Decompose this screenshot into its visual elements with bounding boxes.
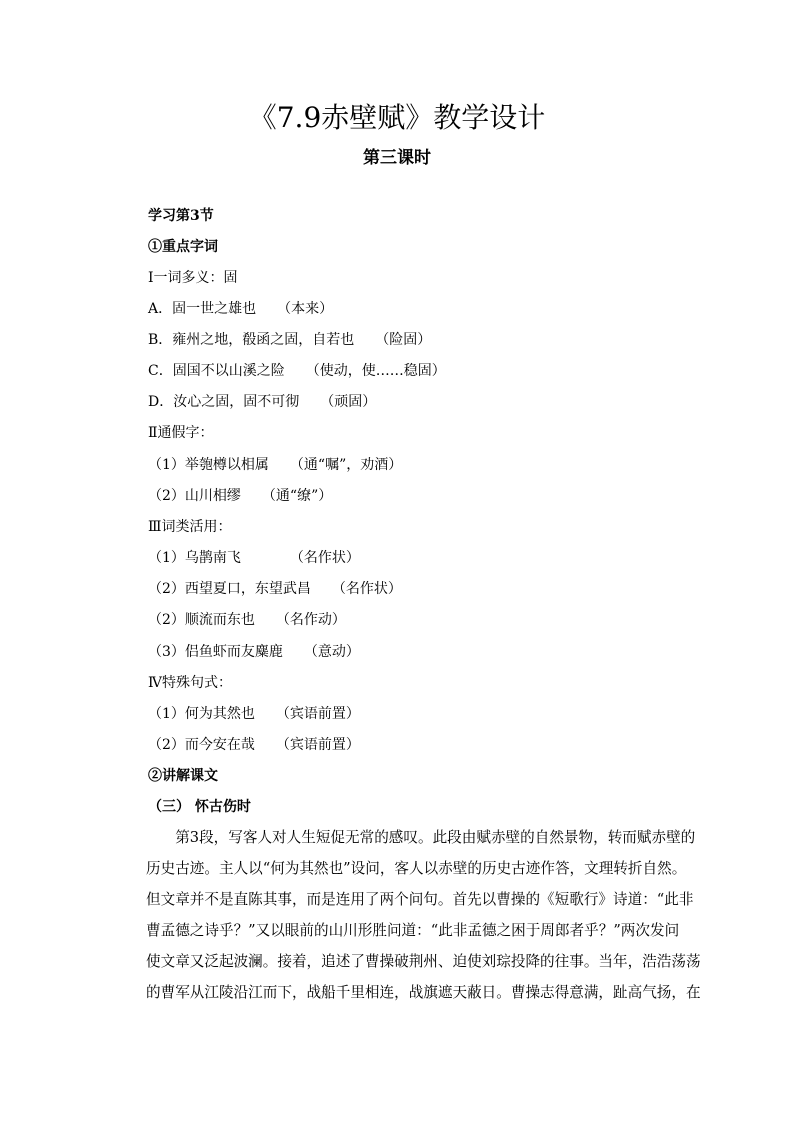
polysemy-item: D．汝心之固，固不可彻 （顽固） (148, 394, 377, 410)
cileihuoyong-item: （2）西望夏口，东望武昌 （名作状） (148, 581, 402, 597)
polysemy-heading: Ⅰ一词多义：固 (148, 270, 238, 286)
part-heading: （三） 怀古伤时 (148, 799, 251, 815)
page-subtitle: 第三课时 (363, 148, 431, 168)
key-words-heading: ①重点字词 (148, 239, 218, 255)
paragraph-line: 使文章又泛起波澜。接着，追述了曹操破荆州、迫使刘琮投降的往事。当年，浩浩荡荡 (146, 953, 701, 970)
polysemy-item: A．固一世之雄也 （本来） (148, 301, 334, 317)
tongjiazi-heading: Ⅱ通假字： (148, 425, 214, 441)
teshujushi-heading: Ⅳ特殊句式： (148, 675, 232, 691)
paragraph-line: 的曹军从江陵沿江而下，战船千里相连，战旗遮天蔽日。曹操志得意满，趾高气扬，在 (146, 984, 701, 1001)
cileihuoyong-item: （1）乌鹊南飞 （名作状） (148, 550, 360, 566)
teshujushi-item: （1）何为其然也 （宾语前置） (148, 706, 360, 722)
tongjiazi-item: （2）山川相缪 （通“缭”） (148, 488, 333, 504)
teshujushi-item: （2）而今安在哉 （宾语前置） (148, 737, 360, 753)
section-header: 学习第3节 (148, 208, 214, 224)
paragraph-line: 曹孟德之诗乎？”又以眼前的山川形胜问道：“此非孟德之困于周郎者乎？”两次发问 (146, 922, 680, 939)
cileihuoyong-item: （2）顺流而东也 （名作动） (148, 612, 346, 628)
explain-heading: ②讲解课文 (148, 768, 218, 784)
cileihuoyong-item: （3）侣鱼虾而友麋鹿 （意动） (148, 644, 360, 660)
paragraph-line: 历史古迹。主人以“何为其然也”设问，客人以赤壁的历史古迹作答，文理转折自然。 (146, 860, 687, 877)
paragraph-line: 第3段，写客人对人生短促无常的感叹。此段由赋赤壁的自然景物，转而赋赤壁的 (146, 829, 696, 846)
polysemy-item: B．雍州之地，殽函之固，自若也 （险固） (148, 332, 432, 348)
page-title: 《7.9赤壁赋》教学设计 (248, 101, 546, 134)
tongjiazi-item: （1）举匏樽以相属 （通“嘱”，劝酒） (148, 457, 403, 473)
polysemy-item: C．固国不以山溪之险 （使动，使……稳固） (148, 363, 446, 379)
cileihuoyong-heading: Ⅲ词类活用： (148, 519, 232, 535)
paragraph-line: 但文章并不是直陈其事，而是连用了两个问句。首先以曹操的《短歌行》诗道：“此非 (146, 891, 694, 908)
